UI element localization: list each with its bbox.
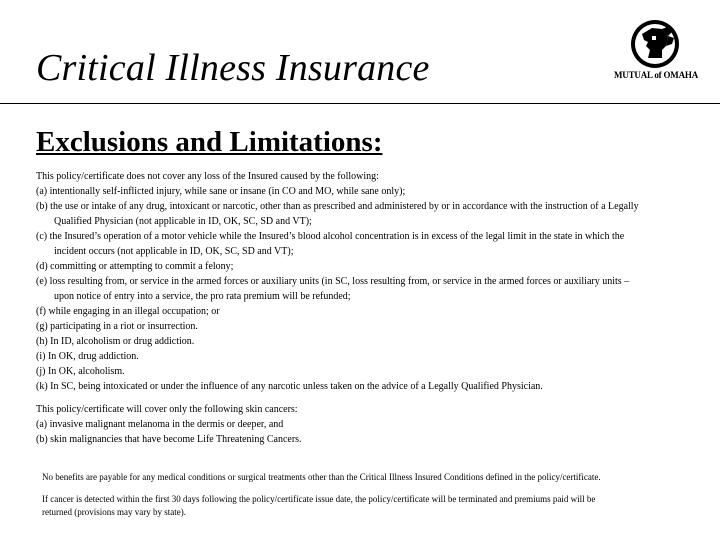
footnote <box>42 493 682 519</box>
exclusion-item <box>36 304 696 319</box>
exclusion-item <box>36 274 696 304</box>
exclusion-line: Qualified Physician (not applicable in ID, OK, SC, SD and VT); <box>54 216 312 227</box>
exclusion-item <box>36 334 696 349</box>
exclusion-line: incident occurs (not applicable in ID, OK, SC, SD and VT); <box>54 246 294 257</box>
exclusion-line: (h) In ID, alcoholism or drug addiction. <box>36 336 195 347</box>
skin-cancer-item: (a) invasive malignant melanoma in the dermis or deeper, and <box>36 419 284 430</box>
exclusion-item <box>36 379 696 394</box>
exclusion-line: (j) In OK, alcoholism. <box>36 366 125 377</box>
skin-cancer-intro: This policy/certificate will cover only the following skin cancers: <box>36 404 298 415</box>
footnote-line: No benefits are payable for any medical conditions or surgical treatments other than the Critical Illness Insured Conditions defined in the policy/certificate. <box>42 472 601 482</box>
exclusion-line: (b) the use or intake of any drug, intoxicant or narcotic, other than as prescribed and administered by or in accordance with the instruction of a Legally <box>36 201 639 212</box>
exclusion-item <box>36 319 696 334</box>
exclusion-item <box>36 364 696 379</box>
footnote-line: If cancer is detected within the first 30 days following the policy/certificate issue date, the policy/certificate will be terminated and premiums paid will be <box>42 494 596 504</box>
spacer <box>36 394 696 402</box>
exclusion-line: (f) while engaging in an illegal occupation; or <box>36 306 220 317</box>
exclusion-item <box>36 259 696 274</box>
exclusion-line: (d) committing or attempting to commit a felony; <box>36 261 234 272</box>
exclusion-line: (k) In SC, being intoxicated or under the influence of any narcotic unless taken on the advice of a Legally Qualified Physician. <box>36 381 543 392</box>
exclusion-item <box>36 199 696 229</box>
exclusion-line: (g) participating in a riot or insurrection. <box>36 321 198 332</box>
footnote <box>42 471 682 484</box>
footnotes <box>42 471 682 519</box>
exclusion-line: upon notice of entry into a service, the pro rata premium will be refunded; <box>54 291 351 302</box>
exclusion-item <box>36 184 696 199</box>
exclusions-body <box>36 169 696 447</box>
exclusion-line: (a) intentionally self-inflicted injury, while sane or insane (in CO and MO, while sane only); <box>36 186 406 197</box>
section-heading: Exclusions and Limitations: <box>36 126 383 158</box>
exclusion-item <box>36 229 696 259</box>
page-title: Critical Illness Insurance <box>36 47 430 89</box>
header-divider <box>0 103 720 104</box>
spacer <box>42 484 682 493</box>
logo-wordmark: MUTUAL of OMAHA <box>614 70 698 80</box>
exclusion-item <box>36 349 696 364</box>
exclusion-line: (e) loss resulting from, or service in the armed forces or auxiliary units (in SC, loss resulting from, or service in the armed forces or auxiliary units – <box>36 276 630 287</box>
footnote-line: returned (provisions may vary by state). <box>42 507 186 517</box>
exclusions-intro: This policy/certificate does not cover any loss of the Insured caused by the following: <box>36 171 379 182</box>
skin-cancer-item: (b) skin malignancies that have become Life Threatening Cancers. <box>36 434 302 445</box>
exclusion-line: (i) In OK, drug addiction. <box>36 351 139 362</box>
exclusion-line: (c) the Insured’s operation of a motor vehicle while the Insured’s blood alcohol concentration is in excess of the legal limit in the state in which the <box>36 231 625 242</box>
